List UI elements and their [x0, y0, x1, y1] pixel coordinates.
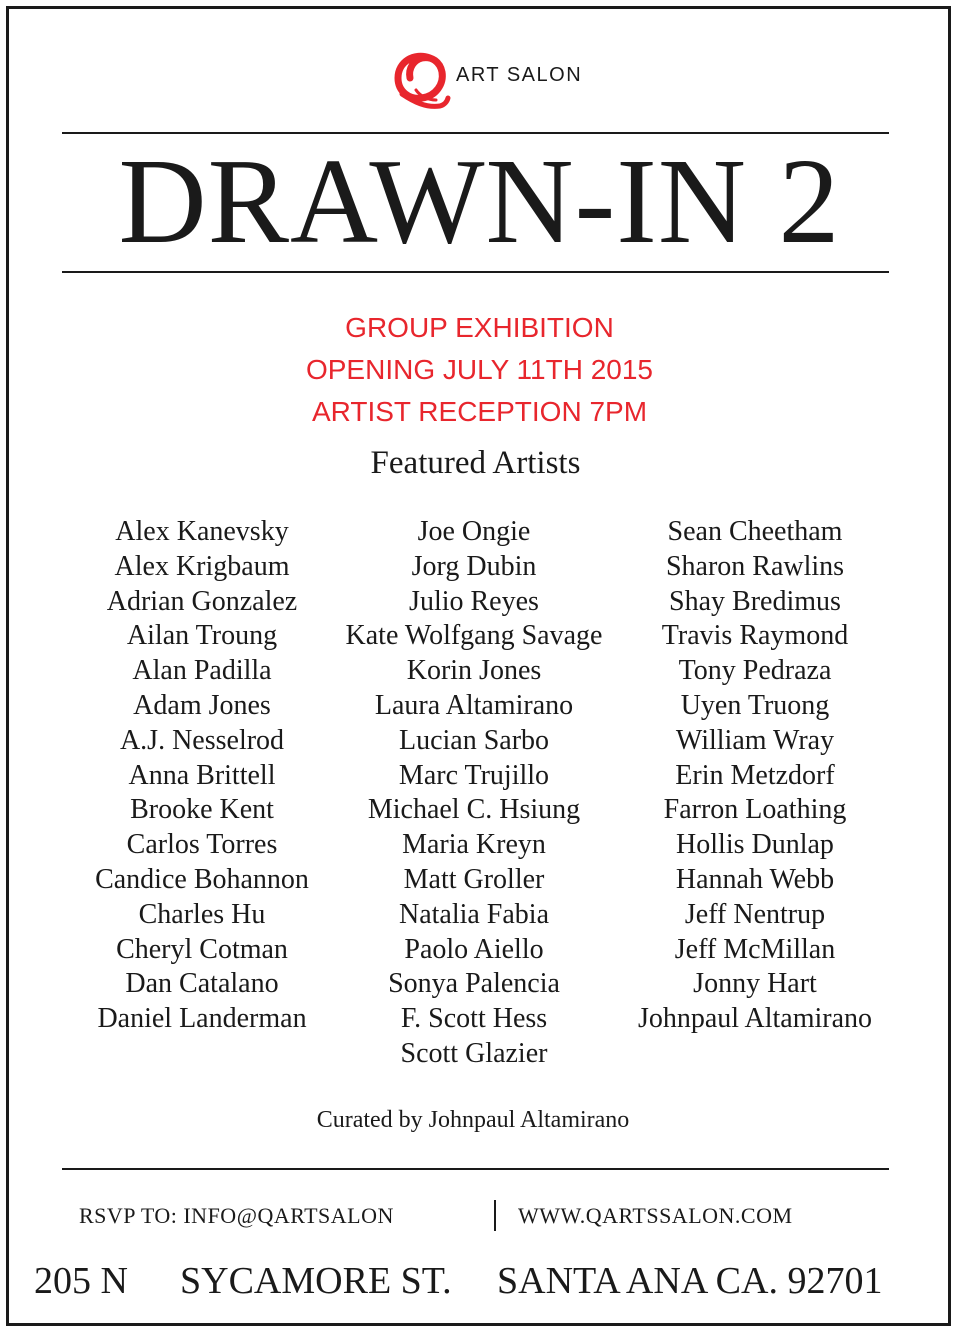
curator-credit: Curated by Johnpaul Altamirano — [316, 1107, 630, 1133]
address-number: 205 N — [34, 1260, 128, 1302]
q-brush-logo-icon — [392, 50, 452, 112]
artist-column-3 — [615, 515, 895, 1037]
artist-name: Brooke Kent — [130, 794, 274, 826]
artist-name: Maria Kreyn — [402, 829, 546, 861]
artist-name: Laura Altamirano — [374, 689, 574, 721]
artist-name: Kate Wolfgang Savage — [345, 620, 603, 652]
artist-name: Johnpaul Altamirano — [637, 1003, 873, 1035]
artist-name: Sharon Rawlins — [665, 550, 845, 582]
event-details — [0, 307, 959, 433]
artist-name: Shay Bredimus — [669, 585, 841, 617]
artist-name: Erin Metzdorf — [675, 759, 835, 791]
footer-rule — [62, 1168, 889, 1170]
featured-artists-heading: Featured Artists — [370, 445, 581, 481]
artist-name: A.J. Nesselrod — [119, 724, 285, 756]
artist-name: Matt Groller — [403, 863, 545, 895]
event-reception-time: ARTIST RECEPTION 7PM — [311, 396, 648, 427]
artist-name: Anna Brittell — [128, 759, 276, 791]
artist-name: Jorg Dubin — [411, 550, 537, 582]
artist-name: Sonya Palencia — [388, 968, 560, 1000]
artist-name: Tony Pedraza — [678, 655, 832, 687]
title-bottom-rule — [62, 271, 889, 273]
rsvp-email[interactable]: RSVP TO: INFO@QARTSALON — [79, 1203, 394, 1228]
artist-name: Hollis Dunlap — [676, 829, 834, 861]
artist-name: Paolo Aiello — [404, 933, 544, 965]
artist-name: Michael C. Hsiung — [367, 794, 581, 826]
artist-name: F. Scott Hess — [400, 1003, 548, 1035]
artist-name: Travis Raymond — [661, 620, 849, 652]
logo-text: ART SALON — [456, 64, 583, 86]
artist-name: Dan Catalano — [125, 968, 279, 1000]
artist-name: Alex Krigbaum — [114, 550, 290, 582]
event-type: GROUP EXHIBITION — [345, 312, 614, 343]
artist-name: Jeff McMillan — [674, 933, 836, 965]
address-city: SANTA ANA CA. 92701 — [497, 1260, 883, 1302]
exhibition-title: DRAWN-IN 2 — [118, 134, 841, 269]
artist-name: Julio Reyes — [409, 585, 539, 617]
artist-name: Ailan Troung — [126, 620, 278, 652]
event-opening-date: OPENING JULY 11TH 2015 — [305, 354, 654, 385]
artist-name: Sean Cheetham — [667, 516, 843, 547]
artist-name: Adrian Gonzalez — [106, 585, 298, 617]
artist-name: Natalia Fabia — [398, 898, 550, 930]
footer-divider — [494, 1200, 496, 1231]
artist-name: Jeff Nentrup — [684, 898, 826, 930]
artist-name: Candice Bohannon — [95, 863, 309, 895]
artist-name: Farron Loathing — [663, 794, 847, 826]
artist-name: Charles Hu — [138, 898, 266, 930]
artist-name: Korin Jones — [406, 655, 542, 687]
artist-column-1 — [62, 515, 342, 1037]
artist-name: Hannah Webb — [675, 863, 835, 895]
artist-name: Daniel Landerman — [97, 1003, 307, 1035]
artist-name: Alan Padilla — [132, 655, 272, 687]
artist-name: Cheryl Cotman — [116, 933, 288, 965]
artist-name: William Wray — [675, 724, 835, 756]
artist-name: Scott Glazier — [400, 1037, 548, 1069]
artist-name: Alex Kanevsky — [115, 516, 289, 547]
artist-name: Uyen Truong — [680, 689, 830, 721]
artist-name: Lucian Sarbo — [398, 724, 550, 756]
artist-name: Adam Jones — [133, 689, 271, 721]
website-link[interactable]: WWW.QARTSSALON.COM — [518, 1203, 793, 1228]
address-street: SYCAMORE ST. — [180, 1260, 452, 1302]
artist-column-2 — [334, 515, 614, 1072]
artist-name: Marc Trujillo — [398, 759, 550, 791]
artist-name: Carlos Torres — [126, 829, 278, 861]
artist-name: Joe Ongie — [417, 516, 531, 547]
artist-name: Jonny Hart — [693, 968, 817, 1000]
